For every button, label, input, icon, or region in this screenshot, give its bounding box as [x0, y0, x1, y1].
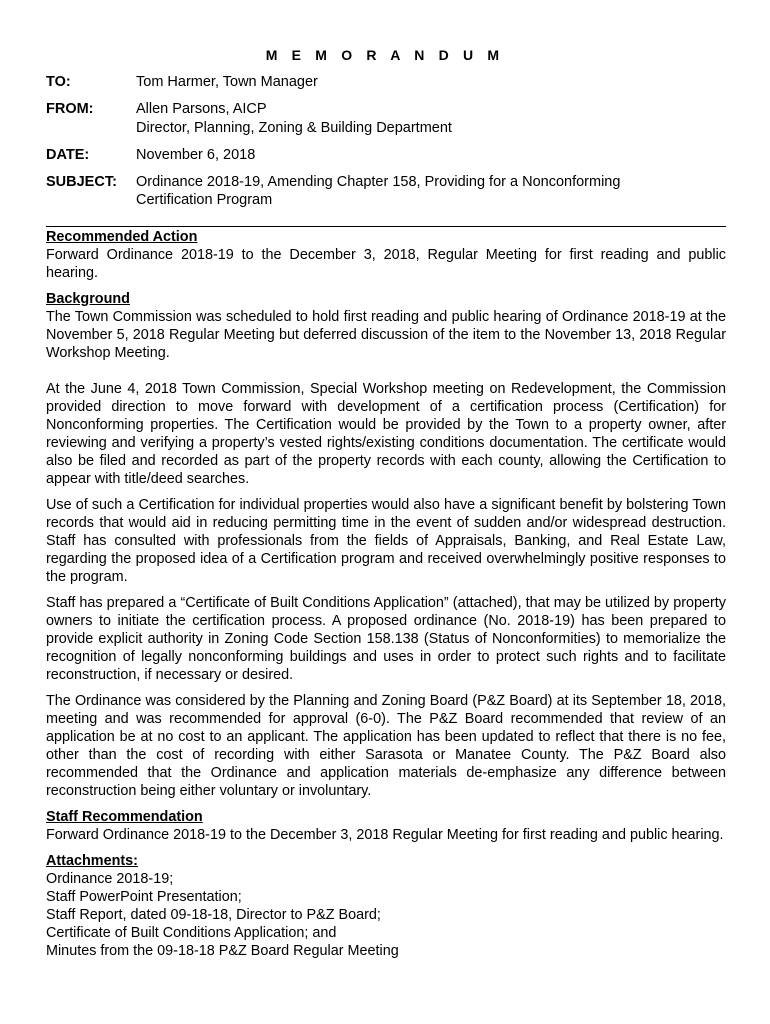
subject-label: SUBJECT: — [46, 174, 117, 190]
background-heading: Background — [46, 291, 130, 307]
from-value-name: Allen Parsons, AICP — [136, 101, 267, 117]
memo-title: M E M O R A N D U M — [265, 47, 505, 63]
background-paragraph: The Town Commission was scheduled to hold first reading and public hearing of Ordinance 2018-19 at the November 5, 2018 Regular Meeting but deferred discussion of the item to the November 13, 2018 Regular Workshop Meeting. — [46, 309, 726, 361]
header-divider — [46, 226, 726, 227]
attachment-item: Ordinance 2018-19; — [46, 871, 174, 887]
attachment-item: Staff PowerPoint Presentation; — [46, 889, 242, 905]
date-value: November 6, 2018 — [136, 147, 256, 163]
background-paragraph: The Ordinance was considered by the Planning and Zoning Board (P&Z Board) at its September 18, 2018, meeting and was recommended for approval (6-0). The P&Z Board recommended that review of an application be at no cost to an applicant. The application has been updated to reflect that there is no fee, other than the cost of recording with either Sarasota or Manatee County. The P&Z Board also recommended that the Ordinance and application materials de-emphasize any difference between reconstruction being either voluntary or involuntary. — [46, 693, 726, 799]
attachment-item: Minutes from the 09-18-18 P&Z Board Regular Meeting — [46, 943, 399, 959]
attachment-item: Staff Report, dated 09-18-18, Director to P&Z Board; — [46, 907, 381, 923]
staff-recommendation-text: Forward Ordinance 2018-19 to the December 3, 2018 Regular Meeting for first reading and public hearing. — [46, 827, 724, 843]
date-label: DATE: — [46, 147, 90, 163]
background-paragraph: At the June 4, 2018 Town Commission, Special Workshop meeting on Redevelopment, the Commission provided direction to move forward with development of a certification process (Certification) for Nonconforming properties. The Certification would be provided by the Town to a property owner, after reviewing and verifying a property’s vested rights/existing conditions documentation. The certificate would also be filed and recorded as part of the property records with each county, allowing the Certification to appear with title/deed searches. — [46, 381, 726, 487]
staff-recommendation-heading: Staff Recommendation — [46, 809, 203, 825]
from-value-title: Director, Planning, Zoning & Building Department — [136, 120, 452, 136]
attachments-heading: Attachments: — [46, 853, 138, 869]
to-label: TO: — [46, 74, 71, 90]
subject-value-line-1: Ordinance 2018-19, Amending Chapter 158, Providing for a Nonconforming — [136, 174, 621, 190]
attachment-item: Certificate of Built Conditions Application; and — [46, 925, 337, 941]
memo-body — [46, 228, 726, 960]
subject-value-line-2: Certification Program — [136, 192, 273, 208]
from-label: FROM: — [46, 101, 94, 117]
recommended-action-heading: Recommended Action — [46, 229, 198, 245]
background-paragraph: Use of such a Certification for individual properties would also have a significant benefit by bolstering Town records that would aid in reducing permitting time in the event of sudden and/or widespread destruction. Staff has consulted with professionals from the fields of Appraisals, Banking, and Real Estate Law, regarding the proposed idea of a Certification program and received overwhelmingly positive responses to the program. — [46, 497, 726, 585]
recommended-action-text: Forward Ordinance 2018-19 to the December 3, 2018, Regular Meeting for first reading and public hearing. — [46, 247, 726, 281]
background-paragraph: Staff has prepared a “Certificate of Built Conditions Application” (attached), that may be utilized by property owners to initiate the certification process. A proposed ordinance (No. 2018-19) has been prepared to provide explicit authority in Zoning Code Section 158.138 (Status of Nonconformities) to memorialize the recognition of legally nonconforming buildings and uses in order to protect such rights and to facilitate reconstruction, if necessary or desired. — [46, 595, 726, 683]
to-value: Tom Harmer, Town Manager — [136, 74, 318, 90]
